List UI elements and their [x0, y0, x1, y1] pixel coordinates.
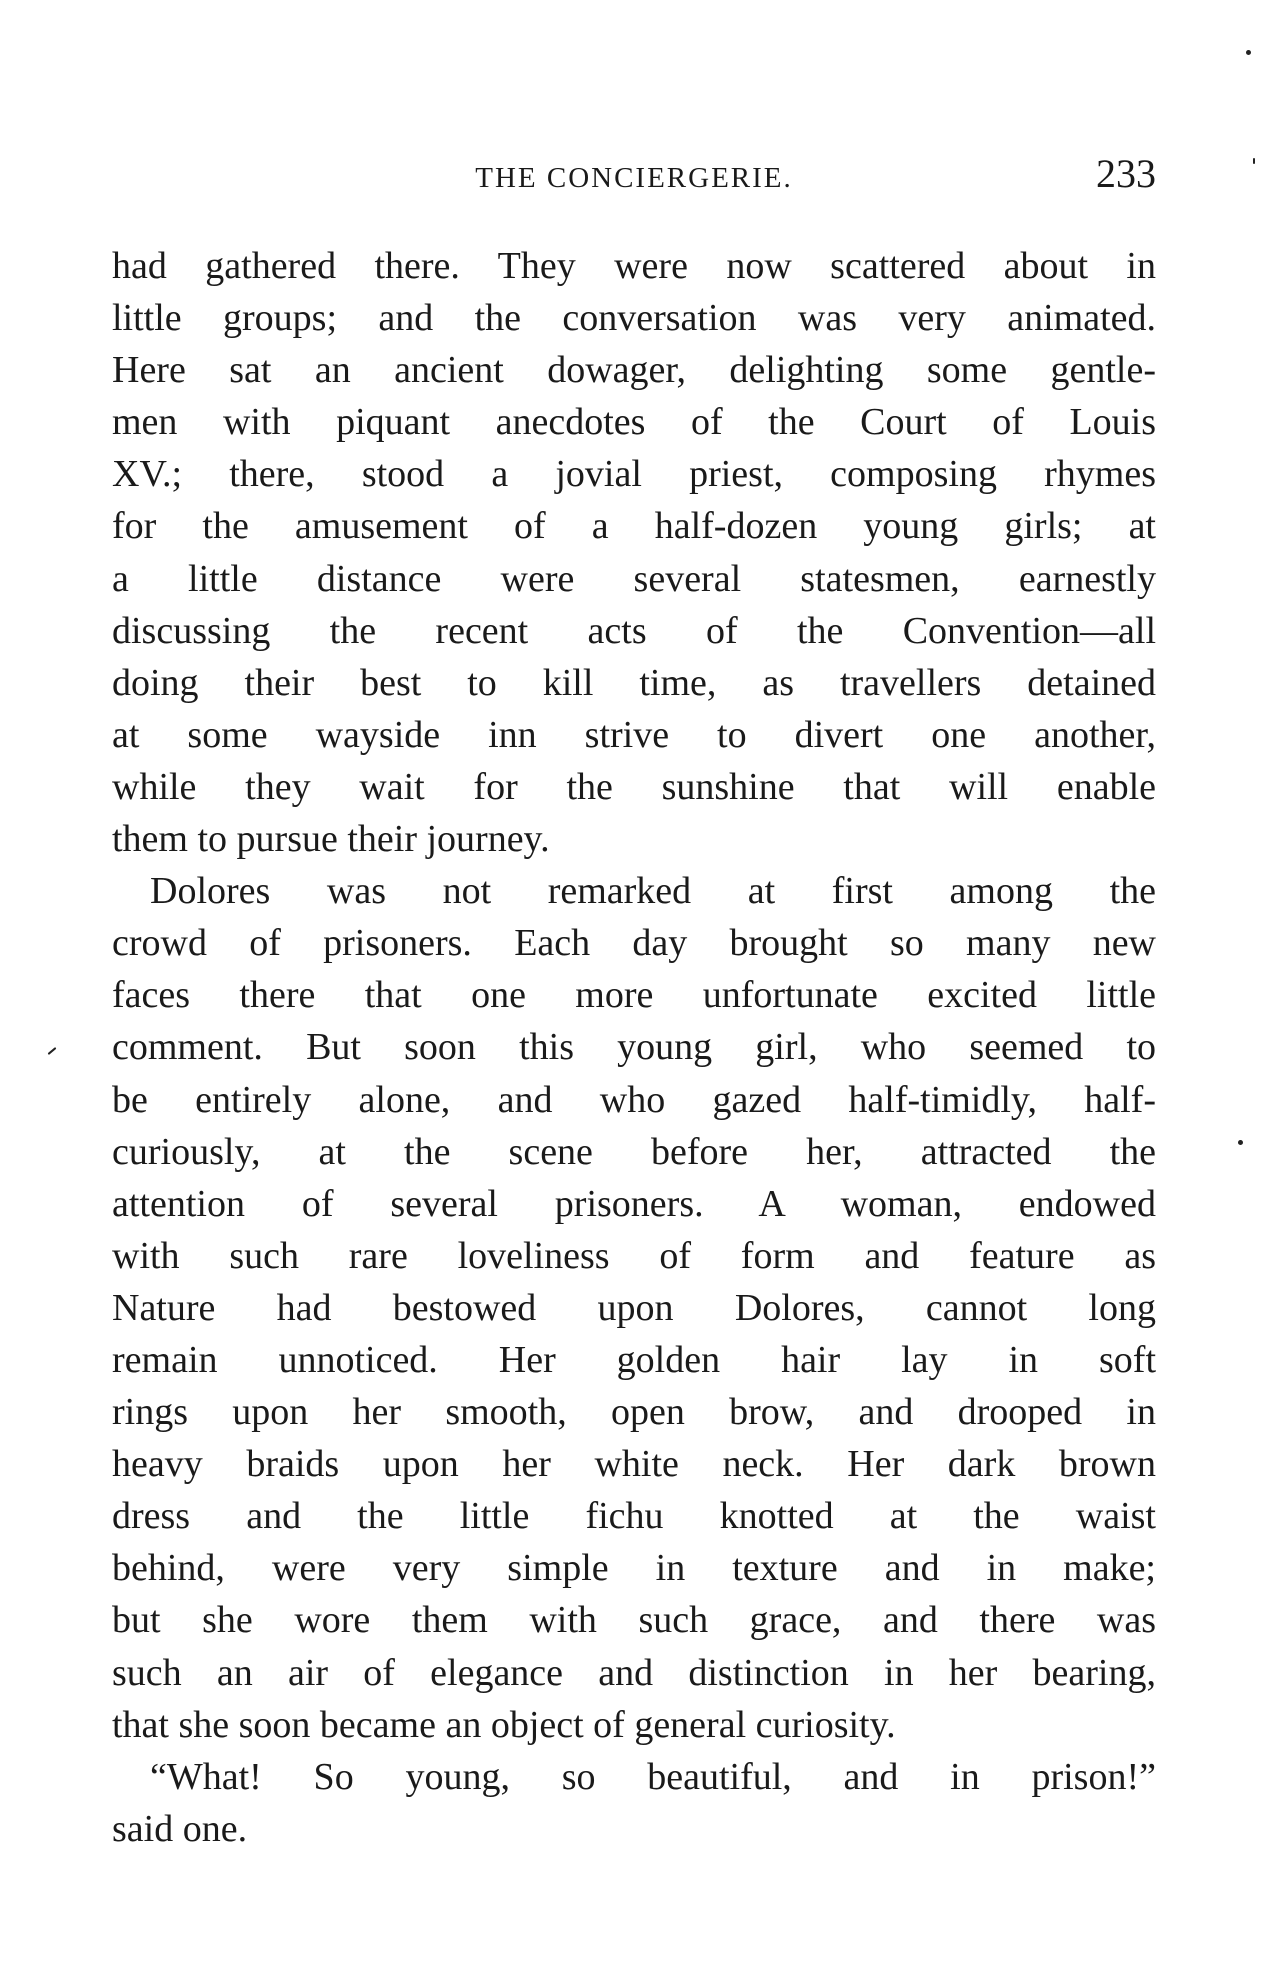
text-line: doing their best to kill time, as travellers detained — [112, 661, 1156, 704]
text-line: curiously, at the scene before her, attracted the — [112, 1130, 1156, 1173]
text-line: had gathered there. They were now scattered about in — [112, 245, 1156, 287]
text-line: with such rare loveliness of form and feature as — [112, 1234, 1156, 1277]
text-line: remain unnoticed. Her golden hair lay in soft — [112, 1338, 1156, 1381]
text-line: but she wore them with such grace, and there was — [112, 1599, 1156, 1642]
text-line: comment. But soon this young girl, who seemed to — [112, 1026, 1156, 1069]
page-number: 233 — [1096, 151, 1156, 196]
text-line: “What! So young, so beautiful, and in prison!” — [150, 1755, 1156, 1798]
text-line: Dolores was not remarked at first among the — [150, 870, 1156, 913]
text-line: be entirely alone, and who gazed half-timidly, half- — [112, 1078, 1156, 1121]
running-title: THE CONCIERGERIE. — [475, 162, 793, 194]
text-line: Here sat an ancient dowager, delighting some gentle- — [112, 349, 1156, 392]
text-line: Nature had bestowed upon Dolores, cannot long — [112, 1286, 1156, 1329]
text-line: men with piquant anecdotes of the Court of Louis — [112, 401, 1156, 444]
text-line: behind, were very simple in texture and in make; — [112, 1547, 1156, 1590]
text-line: dress and the little fichu knotted at the waist — [112, 1495, 1156, 1538]
scan-speck — [1238, 1140, 1243, 1145]
text-line: said one. — [112, 1807, 248, 1850]
body-text — [112, 240, 1156, 1855]
page-header — [112, 150, 1156, 210]
text-line: crowd of prisoners. Each day brought so many new — [112, 922, 1156, 965]
text-line: attention of several prisoners. A woman, endowed — [112, 1182, 1156, 1225]
text-line: at some wayside inn strive to divert one another, — [112, 713, 1156, 756]
text-line: XV.; there, stood a jovial priest, composing rhymes — [112, 453, 1156, 496]
text-line: that she soon became an object of general curiosity. — [112, 1703, 896, 1746]
text-line: such an air of elegance and distinction in her bearing, — [112, 1651, 1156, 1694]
text-line: them to pursue their journey. — [112, 818, 550, 861]
text-line: while they wait for the sunshine that will enable — [112, 765, 1156, 808]
text-line: rings upon her smooth, open brow, and drooped in — [112, 1391, 1156, 1434]
text-line: little groups; and the conversation was very animated. — [112, 297, 1156, 340]
text-line: a little distance were several statesmen, earnestly — [112, 557, 1156, 600]
text-line: for the amusement of a half-dozen young girls; at — [112, 505, 1156, 548]
text-line: faces there that one more unfortunate excited little — [112, 974, 1156, 1017]
text-line: heavy braids upon her white neck. Her dark brown — [112, 1443, 1156, 1486]
scan-speck — [1246, 50, 1251, 55]
scan-speck — [48, 1047, 57, 1055]
text-line: discussing the recent acts of the Convention—all — [112, 609, 1156, 652]
scan-speck — [1253, 158, 1255, 164]
